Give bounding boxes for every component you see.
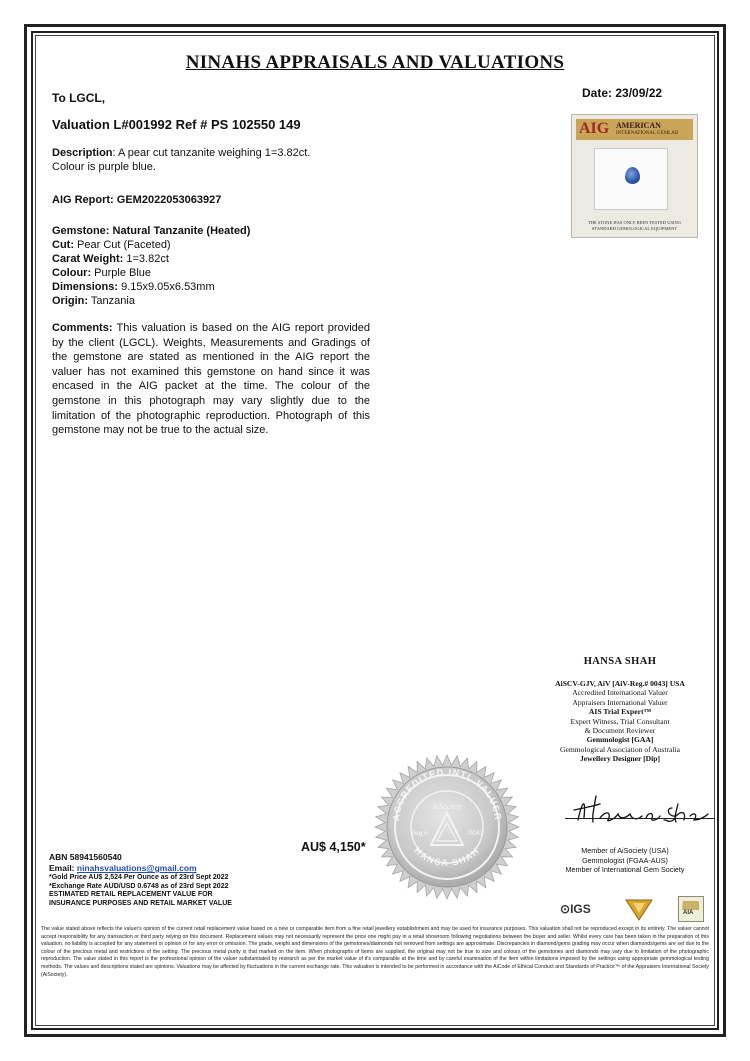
seal-body	[387, 767, 507, 887]
signature-line	[565, 818, 715, 819]
tanzanite-gem-icon	[625, 167, 640, 184]
seal-org: AiSociety	[431, 802, 463, 811]
document-title: NINAHS APPRAISALS AND VALUATIONS	[185, 52, 565, 73]
spec-colour: Colour: Purple Blue	[52, 267, 152, 279]
valuer-signature	[560, 790, 715, 832]
aig-card-footer: THE STONE HAS ONLY BEEN TESTED USING STANDARD GEMOLOGICAL EQUIPMENT	[588, 220, 681, 231]
description-block	[52, 146, 372, 174]
aig-logo: AIG	[579, 120, 610, 137]
igs-logo: ⊙IGS	[560, 902, 591, 916]
description-line2: Colour is purple blue.	[52, 161, 156, 173]
seal-reg-label: Reg #	[410, 830, 428, 837]
estimate-line-2: INSURANCE PURPOSES AND RETAIL MARKET VALUE	[49, 899, 232, 907]
spec-carat-weight: Carat Weight: 1=3.82ct	[52, 253, 169, 265]
description-label: Description	[52, 147, 113, 159]
embossed-seal	[369, 737, 524, 907]
spec-gemstone: Gemstone: Natural Tanzanite (Heated)	[52, 225, 251, 237]
valuation-amount: AU$ 4,150*	[301, 840, 366, 854]
valuer-name: HANSA SHAH	[583, 656, 657, 667]
spec-cut: Cut: Pear Cut (Faceted)	[52, 239, 171, 251]
aig-name: AMERICAN	[616, 121, 661, 130]
specs-block	[52, 224, 372, 308]
valuer-credentials: AiSCV-GJV, AiV [AiV-Reg.# 0043] USA Accredited International Valuer Appraisers International Valuer AIS Trial Expert™ Expert Witness, Trial Consultant & Document Reviewer Gemmologist [GAA] Gemmological Association of Australia Jewellery Designer [Dip]	[555, 679, 685, 764]
email-link[interactable]: ninahsvaluations@gmail.com	[76, 863, 197, 873]
spec-dimensions: Dimensions: 9.15x9.05x6.53mm	[52, 281, 215, 293]
seal-name-text: HANSA SHAH	[412, 845, 482, 869]
seal-ring-text: ACCREDITED INTL VALUER	[390, 766, 504, 822]
aig-card-header	[576, 119, 693, 140]
seal-reg-number: 0043	[468, 830, 484, 837]
abn: ABN 58941560540	[49, 852, 122, 862]
business-info: ABN 58941560540 Email: ninahsvaluations@gmail.com *Gold Price AU$ 2,524 Per Ounce as of 23rd Sept 2022 *Exchange Rate AUD/USD 0.6748 as of 23rd Sept 2022 ESTIMATED RETAIL REPLACEMENT VALUE FOR INSURANCE PURPOSES AND RETAIL MARKET VALUE	[49, 852, 232, 907]
aig-report-number: AIG Report: GEM2022053063927	[52, 194, 222, 206]
gem-capsule	[594, 148, 668, 210]
disclaimer: The value stated above reflects the valuer's opinion of the current retail replacement value based on a new or comparable item from a fine retail jewellery establishment and may be used for insurance purposes. This valuation shall not be reproduced except in its entirety. The valuer cannot accept responsibility for any transaction or third party relying on this document. Replacement values may not necessarily represent the price one might pay in a retail showroom following negotiations between the buyer and seller. Whilst every care has been taken in the preparation of this valuation, no liability is accepted for any statement or opinion or for any error or omission. The grade, weight and dimensions of the gemstones/diamonds not removed from settings are approximate. Discrepancies in diamond/gems grading may occur when diamonds/gems are set due to the colour of the precious metal and restrictions of the setting. The precious metal purity is that marked on the item. When photographs of items are supplied, the original may not be true to size and colours of the gemstones and diamonds may vary due to limitation of the photographic reproduction. The value stated in this report is the professional opinion of the valuer substantiated by research as per the market value of it's comparable at the time and by careful examination of the item within limitations imposed by the settings using appropriate gemmological testing methods. The values and descriptions stated are opinions. Valuations may be affected by fluctuations in the current exchange rate. This valuation is intended to be performed in accordance with the AiCode of Ethical Conduct and Standards of Practice™ of the Appraisers International Society (AiSociety).	[41, 926, 709, 978]
comments-block	[52, 321, 370, 438]
exchange-rate: *Exchange Rate AUD/USD 0.6748 as of 23rd Sept 2022	[49, 882, 229, 890]
aig-subname: INTERNATIONAL GEMLAB	[616, 131, 679, 136]
comments-label: Comments:	[52, 322, 113, 334]
comments-text: This valuation is based on the AIG report provided by the client (LGCL). Weights, Measurements and Gradings of the gemstone are stated as mentioned in the AIG report the valuer has not examined this gemstone on hand since it was encased in the AIG packet at the time. The colour of the gemstone in this photograph may vary slightly due to the limitation of the photographic reproduction. Photograph of this gemstone may not be true to the actual size.	[52, 322, 370, 437]
aia-logo: AIA	[678, 896, 704, 922]
valuation-reference: Valuation L#001992 Ref # PS 102550 149	[52, 117, 301, 132]
aig-card-photo	[571, 114, 698, 238]
valuer-memberships: Member of AiSociety (USA) Gemmologist (FGAA-AUS) Member of International Gem Society	[565, 846, 685, 874]
gaa-logo-icon	[622, 896, 656, 922]
recipient: To LGCL,	[52, 91, 106, 105]
estimate-line-1: ESTIMATED RETAIL REPLACEMENT VALUE FOR	[49, 891, 213, 899]
gold-price: *Gold Price AU$ 2,524 Per Ounce as of 23rd Sept 2022	[49, 874, 229, 881]
document-date: Date: 23/09/22	[582, 86, 663, 100]
membership-logos	[560, 896, 710, 922]
description-text: : A pear cut tanzanite weighing 1=3.82ct.	[112, 147, 311, 159]
spec-origin: Origin: Tanzania	[52, 295, 135, 307]
